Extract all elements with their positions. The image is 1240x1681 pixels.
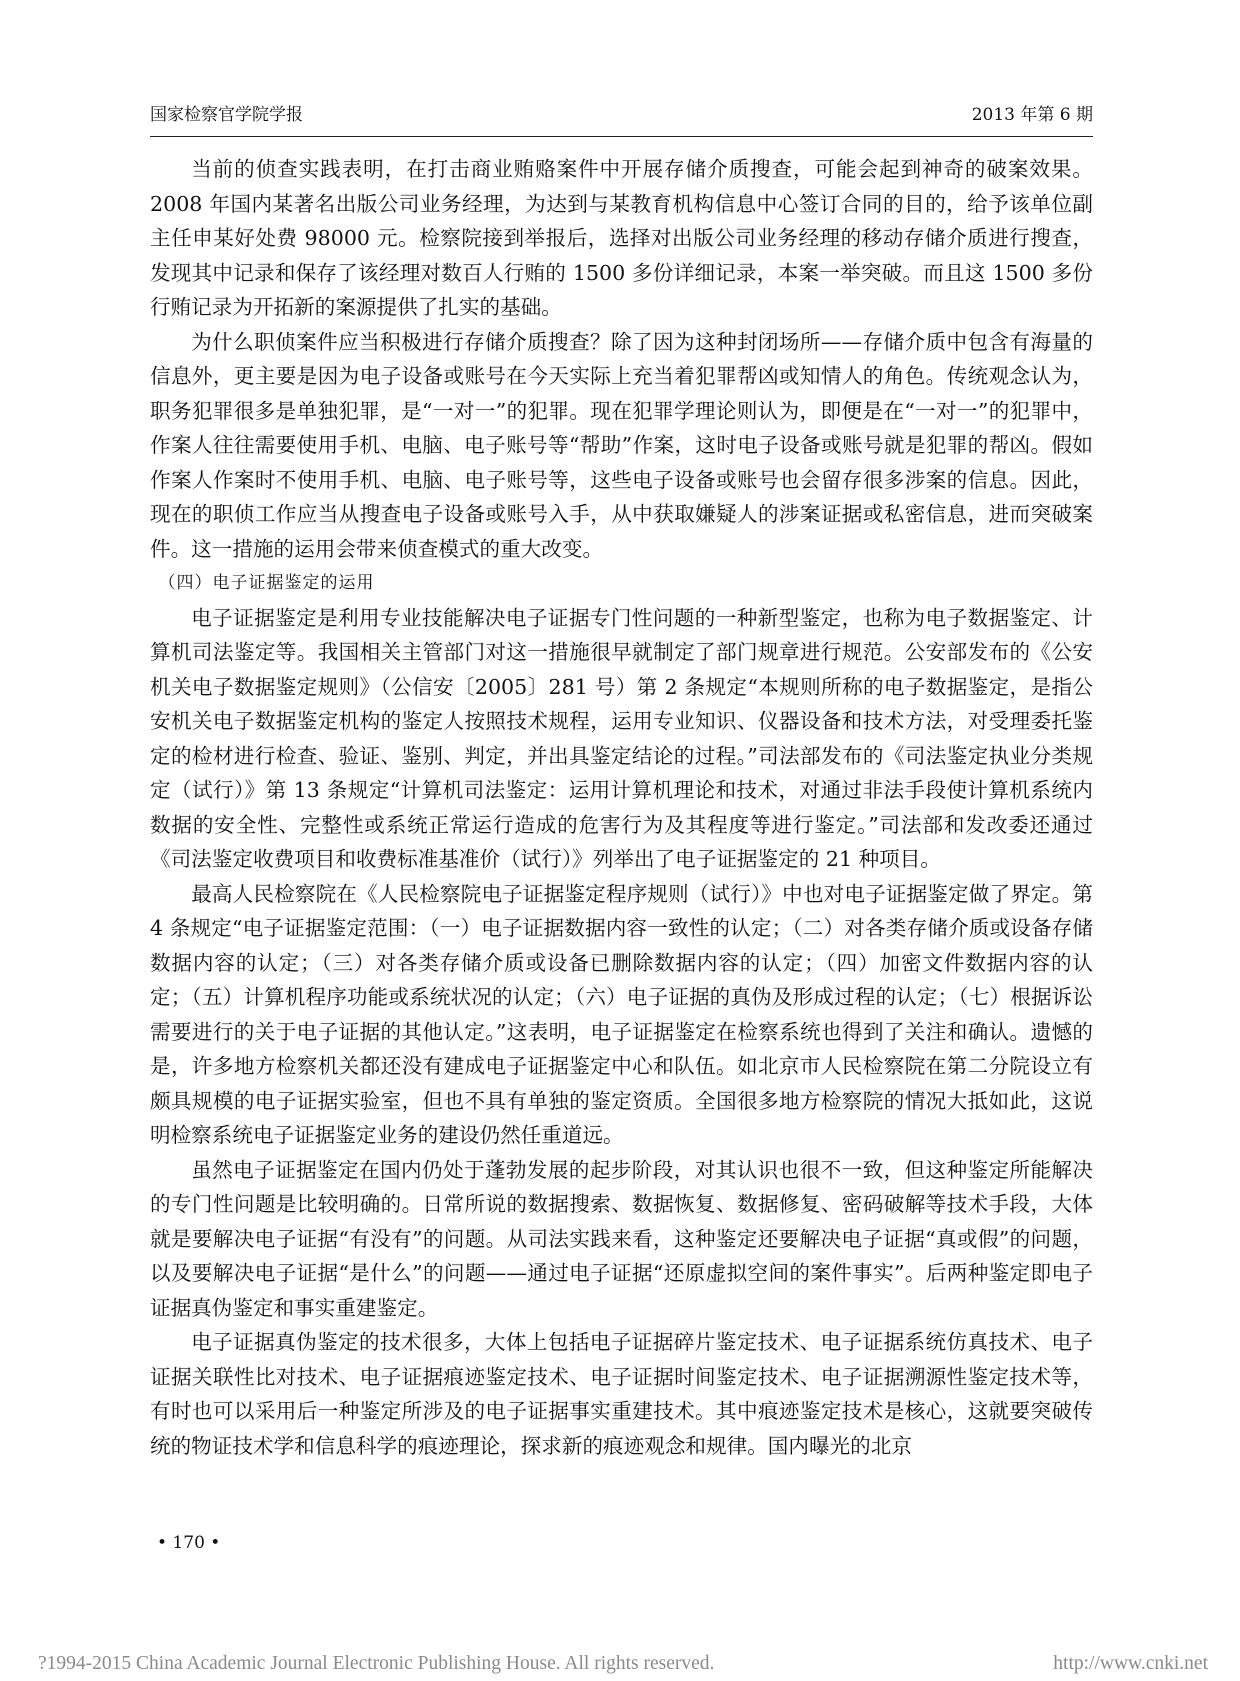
publisher-footer [38,1652,1208,1676]
issue-label: 2013 年第 6 期 [971,105,1093,125]
journal-title: 国家检察官学院学报 [150,105,303,125]
page-number: • 170 • [157,1533,221,1553]
running-header [150,100,1093,137]
paragraph: 为什么职侦案件应当积极进行存储介质搜查？除了因为这种封闭场所——存储介质中包含有海量的信息外，更主要是因为电子设备或账号在今天实际上充当着犯罪帮凶或知情人的角色。传统观念认为，职务犯罪很多是单独犯罪，是“一对一”的犯罪。现在犯罪学理论则认为，即便是在“一对一”的犯罪中，作案人往往需要使用手机、电脑、电子账号等“帮助”作案，这时电子设备或账号就是犯罪的帮凶。假如作案人作案时不使用手机、电脑、电子账号等，这些电子设备或账号也会留存很多涉案的信息。因此，现在的职侦工作应当从搜查电子设备或账号入手，从中获取嫌疑人的涉案证据或私密信息，进而突破案件。这一措施的运用会带来侦查模式的重大改变。 [150,329,1093,561]
article-body [150,152,1093,1463]
copyright-notice: ?1994-2015 China Academic Journal Electronic Publishing House. All rights reserved. [38,1653,715,1674]
section-subheading: （四）电子证据鉴定的运用 [158,573,375,593]
footer-url[interactable]: http://www.cnki.net [1053,1653,1208,1674]
paragraph: 电子证据真伪鉴定的技术很多，大体上包括电子证据碎片鉴定技术、电子证据系统仿真技术、电子证据关联性比对技术、电子证据痕迹鉴定技术、电子证据时间鉴定技术、电子证据溯源性鉴定技术等，有时也可以采用后一种鉴定所涉及的电子证据事实重建技术。其中痕迹鉴定技术是核心，这就要突破传统的物证技术学和信息科学的痕迹理论，探求新的痕迹观念和规律。国内曝光的北京 [150,1330,1093,1458]
paragraph: 最高人民检察院在《人民检察院电子证据鉴定程序规则（试行）》中也对电子证据鉴定做了界定。第 4 条规定“电子证据鉴定范围：（一）电子证据数据内容一致性的认定；（二）对各类存储介质或设备存储数据内容的认定；（三）对各类存储介质或设备已删除数据内容的认定；（四）加密文件数据内容的认定；（五）计算机程序功能或系统状况的认定；（六）电子证据的真伪及形成过程的认定；（七）根据诉讼需要进行的关于电子证据的其他认定。”这表明，电子证据鉴定在检察系统也得到了关注和确认。遗憾的是，许多地方检察机关都还没有建成电子证据鉴定中心和队伍。如北京市人民检察院在第二分院设立有颇具规模的电子证据实验室，但也不具有单独的鉴定资质。全国很多地方检察院的情况大抵如此，这说明检察系统电子证据鉴定业务的建设仍然任重道远。 [150,881,1093,1147]
paragraph: 当前的侦查实践表明，在打击商业贿赂案件中开展存储介质搜查，可能会起到神奇的破案效果。2008 年国内某著名出版公司业务经理，为达到与某教育机构信息中心签订合同的目的，给予该单位副主任申某好处费 98000 元。检察院接到举报后，选择对出版公司业务经理的移动存储介质进行搜查，发现其中记录和保存了该经理对数百人行贿的 1500 多份详细记录，本案一举突破。而且这 1500 多份行贿记录为开拓新的案源提供了扎实的基础。 [150,157,1093,319]
paragraph: 虽然电子证据鉴定在国内仍处于蓬勃发展的起步阶段，对其认识也很不一致，但这种鉴定所能解决的专门性问题是比较明确的。日常所说的数据搜索、数据恢复、数据修复、密码破解等技术手段，大体就是要解决电子证据“有没有”的问题。从司法实践来看，这种鉴定还要解决电子证据“真或假”的问题，以及要解决电子证据“是什么”的问题——通过电子证据“还原虚拟空间的案件事实”。后两种鉴定即电子证据真伪鉴定和事实重建鉴定。 [150,1157,1093,1320]
paragraph: 电子证据鉴定是利用专业技能解决电子证据专门性问题的一种新型鉴定，也称为电子数据鉴定、计算机司法鉴定等。我国相关主管部门对这一措施很早就制定了部门规章进行规范。公安部发布的《公安机关电子数据鉴定规则》（公信安〔2005〕281 号）第 2 条规定“本规则所称的电子数据鉴定，是指公安机关电子数据鉴定机构的鉴定人按照技术规程，运用专业知识、仪器设备和技术方法，对受理委托鉴定的检材进行检查、验证、鉴别、判定，并出具鉴定结论的过程。”司法部发布的《司法鉴定执业分类规定（试行）》第 13 条规定“计算机司法鉴定：运用计算机理论和技术，对通过非法手段使计算机系统内数据的安全性、完整性或系统正常运行造成的危害行为及其程度等进行鉴定。”司法部和发改委还通过《司法鉴定收费项目和收费标准基准价（试行）》列举出了电子证据鉴定的 21 种项目。 [150,605,1093,871]
